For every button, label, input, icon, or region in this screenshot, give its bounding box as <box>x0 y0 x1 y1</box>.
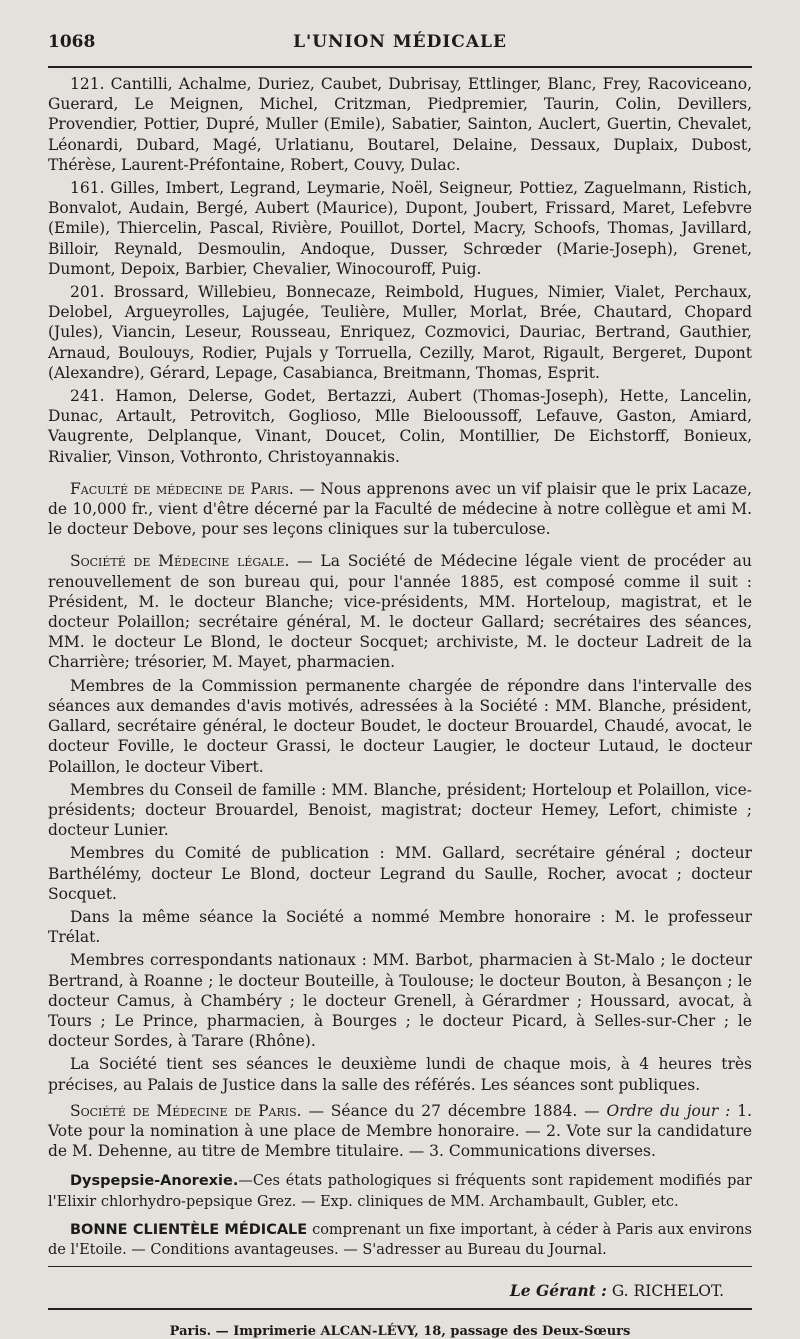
advert-dyspepsie <box>48 1171 752 1211</box>
list-paragraph-121: 121. Cantilli, Achalme, Duriez, Caubet, Dubrisay, Ettlinger, Blanc, Frey, Racoviceano, Guerard, Le Meignen, Michel, Critzman, Piedpremier, Taurin, Colin, Devillers, Provendier, Pottier, Dupré, Muller (Emile), Sabatier, Sainton, Auclert, Guertin, Chevalet, Léonardi, Dubard, Magé, Urlatianu, Boutarel, Delaine, Dessaux, Duplaix, Dubost, Thérèse, Laurent-Préfontaine, Robert, Couvy, Dulac. <box>48 75 752 174</box>
societe-heading: Société de Médecine légale. <box>70 552 290 571</box>
journal-title: L'UNION MÉDICALE <box>293 32 507 52</box>
advert-dyspepsie-heading: Dyspepsie-Anorexie. <box>70 1173 239 1190</box>
conseil-paragraph: Membres du Conseil de famille : MM. Blanche, président; Horteloup et Polaillon, vice-présidents; docteur Brouardel, Benoist, magistrat; docteur Hemey, Lefort, chimiste ; docteur Lunier. <box>48 780 752 840</box>
advert-clientele <box>48 1220 752 1260</box>
list-paragraph-201: 201. Brossard, Willebieu, Bonnecaze, Reimbold, Hugues, Nimier, Vialet, Perchaux, Delobel, Argueyrolles, Lajugée, Teulière, Muller, Morlat, Brée, Chautard, Chopard (Jules), Viancin, Leseur, Rousseau, Enriquez, Cozmovici, Dauriac, Bertrand, Gauthier, Arnaud, Boulouys, Rodier, Pujals y Torruella, Cezilly, Marot, Rigault, Bergeret, Dupont (Alexandre), Gérard, Lepage, Casabianca, Breitmann, Thomas, Esprit. <box>48 283 752 382</box>
seances-lieu-paragraph: La Société tient ses séances le deuxième lundi de chaque mois, à 4 heures très précises, au Palais de Justice dans la salle des référés. Les séances sont publiques. <box>48 1055 752 1094</box>
correspondants-paragraph: Membres correspondants nationaux : MM. Barbot, pharmacien à St-Malo ; le docteur Bertrand, à Roanne ; le docteur Bouteille, à Toulouse; le docteur Bouton, à Besançon ; le docteur Camus, à Chambéry ; le docteur Grenell, à Gérardmer ; Houssard, avocat, à Tours ; Le Prince, pharmacien, à Bourges ; le docteur Picard, à Selles-sur-Cher ; le docteur Sordes, à Tarare (Rhône). <box>48 951 752 1051</box>
section-rule <box>48 1266 752 1267</box>
seance-paragraph: Dans la même séance la Société a nommé Membre honoraire : M. le professeur Trélat. <box>48 907 752 947</box>
faculte-text: — Nous apprenons avec un vif plaisir que le prix Lacaze, de 10,000 fr., vient d'être décerné par la Faculté de médecine à notre collègue et ami M. le docteur Debove, pour ses leçons cliniques sur la tuberculose. <box>48 479 752 539</box>
societe-paris-news <box>48 1101 752 1162</box>
page-header <box>48 30 752 60</box>
signature-label: Le Gérant : <box>509 1281 607 1301</box>
ordre-du-jour: Ordre du jour : <box>606 1101 731 1120</box>
advert-dyspepsie-text: —Ces états pathologiques si fréquents sont rapidement modifiés par l'Elixir chlorhydro-pepsique Grez. — Exp. cliniques de MM. Archambault, Gubler, etc. <box>48 1173 752 1210</box>
commission-paragraph: Membres de la Commission permanente chargée de répondre dans l'intervalle des séances aux demandes d'avis motivés, adressées à la Société : MM. Blanche, président, Gallard, secrétaire général, le docteur Boudet, le docteur Brouardel, Chaudé, avocat, le docteur Foville, le docteur Grassi, le docteur Laugier, le docteur Lutaud, le docteur Polaillon, le docteur Vibert. <box>48 676 752 776</box>
advert-clientele-text: comprenant un fixe important, à céder à Paris aux environs de l'Etoile. — Conditions avantageuses. — S'adresser au Bureau du Journal. <box>48 1221 752 1258</box>
page-number: 1068 <box>48 32 96 52</box>
list-paragraph-161: 161. Gilles, Imbert, Legrand, Leymarie, Noël, Seigneur, Pottiez, Zaguelmann, Ristich, Bonvalot, Audain, Bergé, Aubert (Maurice), Dupont, Joubert, Frissard, Maret, Lefebvre (Emile), Thiercelin, Pascal, Rivière, Pouillot, Dortel, Macry, Schoofs, Thomas, Javillard, Billoir, Reynald, Desmoulin, Andoque, Dusser, Schrœder (Marie-Joseph), Grenet, Dumont, Depoix, Barbier, Chevalier, Winocouroff, Puig. <box>48 179 752 278</box>
societe-paris-heading: Société de Médecine de Paris. <box>70 1101 302 1120</box>
comite-paragraph: Membres du Comité de publication : MM. Gallard, secrétaire général ; docteur Barthélémy, docteur Le Blond, docteur Legrand du Saulle, Rocher, avocat ; docteur Socquet. <box>48 844 752 903</box>
signature <box>48 1281 724 1300</box>
header-rule <box>48 66 752 68</box>
list-paragraph-241: 241. Hamon, Delerse, Godet, Bertazzi, Aubert (Thomas-Joseph), Hette, Lancelin, Dunac, Artault, Petrovitch, Goglioso, Mlle Bieloοussoff, Lefauve, Gaston, Amiard, Vaugrente, Delplanque, Vinant, Doucet, Colin, Montillier, De Eichstorff, Bonieux, Rivalier, Vinson, Vothronto, Christoyannakis. <box>48 387 752 466</box>
faculte-news <box>48 479 752 540</box>
societe-text: — La Société de Médecine légale vient de procéder au renouvellement de son bureau qui, pour l'année 1885, est composé comme il suit : Président, M. le docteur Blanche; vice-présidents, MM. Horteloup, magistrat, et le docteur Polaillon; secrétaire général, M. le docteur Gallard; secrétaires des séances, MM. le docteur Le Blond, le docteur Socquet; archiviste, M. le docteur Ladreit de la Charrière; trésorier, M. Mayet, pharmacien. <box>48 552 753 672</box>
faculte-heading: Faculté de médecine de Paris. <box>70 479 294 498</box>
advert-clientele-heading: BONNE CLIENTÈLE MÉDICALE <box>70 1221 308 1238</box>
article-body <box>48 74 752 1339</box>
societe-news <box>48 551 752 672</box>
signature-name: G. RICHELOT. <box>611 1282 724 1301</box>
societe-paris-text: 1. Vote pour la nomination à une place de Membre honoraire. — 2. Vote sur la candidature de M. Dehenne, au titre de Membre titulaire. — 3. Communications diverses. <box>48 1101 753 1161</box>
imprint: Paris. — Imprimerie ALCAN-LÉVY, 18, passage des Deux-Sœurs <box>169 1324 631 1339</box>
societe-paris-date: — Séance du 27 décembre 1884. — <box>301 1101 607 1120</box>
footer-rule <box>48 1308 752 1310</box>
